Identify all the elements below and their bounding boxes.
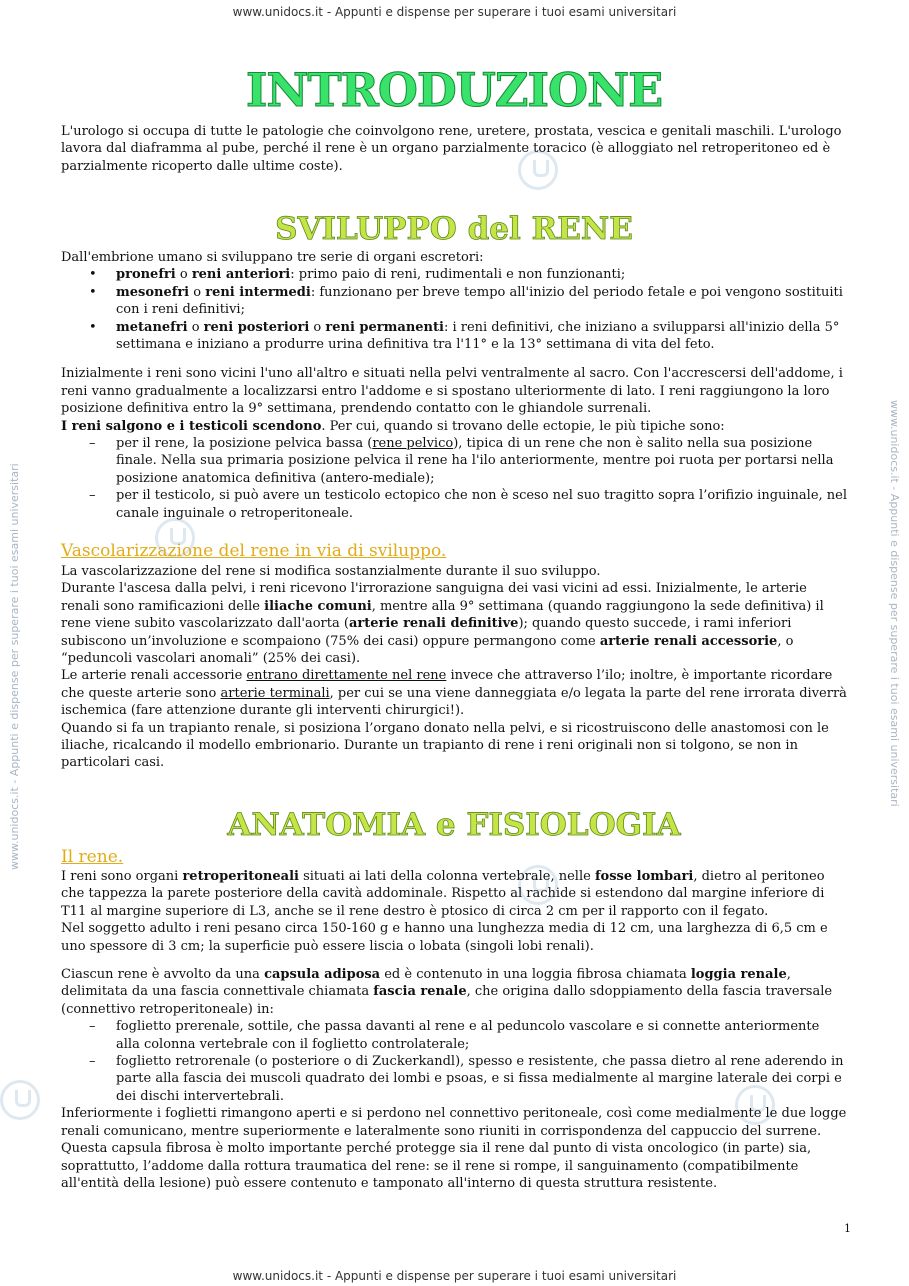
foglietti-list (61, 1018, 847, 1105)
document-page (61, 0, 847, 1286)
list-item: – foglietto prerenale, sottile, che passa davanti al rene e al peduncolo vascolare e si connette anteriormente alla colonna vertebrale con il foglietto controlaterale; (89, 1019, 820, 1052)
anatomia-p4: Inferiormente i foglietti rimangono aperti e si perdono nel connettivo peritoneale, così come medialmente le due logge renali comunicano, mentre superiormente e lateralmente sono riuniti in corrispondenza del cappuccio del surrene. (61, 1106, 847, 1139)
sviluppo-para1: Inizialmente i reni sono vicini l'uno all'altro e situati nella pelvi ventralmente al sacro. Con l'accrescersi dell'addome, i reni vanno gradualmente a localizzarsi entro l'addome e si spostano ulteriormente di lato. I reni raggiungono la loro posizione definitiva entro la 9° settimana, prendendo contatto con le ghiandole surrenali. (61, 366, 843, 417)
page-number: 1 (844, 1222, 851, 1235)
sviluppo-salgono: I reni salgono e i testicoli scendono. Per cui, quando si trovano delle ectopie, le più tipiche sono: (61, 418, 725, 434)
sviluppo-lead: Dall'embrione umano si sviluppano tre serie di organi escretori: (61, 250, 484, 265)
anatomia-p3: Ciascun rene è avvolto da una capsula adiposa ed è contenuto in una loggia fibrosa chiamata loggia renale, delimitata da una fascia connettivale chiamata fascia renale, che origina dallo sdoppiamento della fascia traversale (connettivo retroperitoneale) in: (61, 967, 833, 1017)
list-item: • pronefri o reni anteriori: primo paio di reni, rudimentali e non funzionanti; (89, 267, 626, 283)
sviluppo-section (61, 249, 847, 522)
list-item: • metanefri o reni posteriori o reni permanenti: i reni definitivi, che iniziano a svilupparsi all'inizio della 5° settimana e iniziano a produrre urina definitiva tra l'11° e la 13° settimana di vita del feto. (89, 319, 840, 353)
watermark-banner-top: www.unidocs.it - Appunti e dispense per superare i tuoi esami universitari (232, 5, 677, 19)
vasc-p1: La vascolarizzazione del rene si modifica sostanzialmente durante il suo sviluppo. (61, 564, 601, 579)
heading-anatomia: ANATOMIA e FISIOLOGIA (227, 807, 681, 843)
anatomia-p1: I reni sono organi retroperitoneali situati ai lati della colonna vertebrale, nelle fosse lombari, dietro al peritoneo che tappezza la parete posteriore della cavità addominale. Rispetto al rachide si estendono dal margine inferiore di T11 al margine superiore di L3, anche se il rene destro è ptosico di circa 2 cm per il rapporto con il fegato. (61, 869, 825, 919)
ectopie-list (61, 435, 847, 522)
watermark-banner-bottom: www.unidocs.it - Appunti e dispense per superare i tuoi esami universitari (232, 1269, 677, 1283)
heading-vascolarizzazione: Vascolarizzazione del rene in via di sviluppo. (61, 541, 447, 561)
anatomia-p5: Questa capsula fibrosa è molto importante perché protegge sia il rene dal punto di vista oncologico (in parte) sia, soprattutto, l’addome dalla rottura traumatica del rene: se il rene si rompe, il sanguinamento (compatibilmente all'entità della lesione) può essere contenuto e tamponato all'interno di questa struttura resistente. (61, 1141, 812, 1191)
heading-il-rene: Il rene. (61, 847, 124, 867)
title-introduzione: INTRODUZIONE (245, 63, 663, 117)
organi-list (61, 266, 847, 353)
list-item: – foglietto retrorenale (o posteriore o di Zuckerkandl), spesso e resistente, che passa dietro al rene aderendo in parte alla fascia dei muscoli quadrato dei lombi e psoas, e si fissa medialmente al margine laterale dei corpi e dei dischi intervertebrali. (89, 1054, 844, 1104)
watermark-side-right: www.unidocs.it - Appunti e dispense per superare i tuoi esami universitari (888, 400, 901, 807)
intro-paragraph: L'urologo si occupa di tutte le patologie che coinvolgono rene, uretere, prostata, vescica e genitali maschili. L'urologo lavora dal diaframma al pube, perché il rene è un organo parzialmente toracico (è alloggiato nel retroperitoneo ed è parzialmente ricoperto dalle ultime coste). (61, 124, 842, 174)
vasc-p3: Le arterie renali accessorie entrano direttamente nel rene invece che attraverso l’ilo; inoltre, è importante ricordare che queste arterie sono arterie terminali, per cui se una viene danneggiata e/o legata la parte del rene irrorata diverrà ischemica (fare attenzione durante gli interventi chirurgici!). (61, 668, 847, 719)
list-item: • mesonefri o reni intermedi: funzionano per breve tempo all'inizio del periodo fetale e poi vengono sostituiti con i reni definitivi; (89, 284, 843, 318)
heading-sviluppo: SVILUPPO del RENE (275, 211, 633, 247)
list-item: – per il testicolo, si può avere un testicolo ectopico che non è sceso nel suo tragitto sopra l’orifizio inguinale, nel canale inguinale o retroperitoneale. (89, 488, 848, 521)
anatomia-p2: Nel soggetto adulto i reni pesano circa 150-160 g e hanno una lunghezza media di 12 cm, una larghezza di 6,5 cm e uno spessore di 3 cm; la superficie può essere liscia o lobata (singoli lobi renali). (61, 921, 828, 954)
vasc-section (61, 563, 847, 772)
watermark-logo-icon (0, 1080, 40, 1120)
anatomia-section (61, 868, 847, 1192)
vasc-p4: Quando si fa un trapianto renale, si posiziona l’organo donato nella pelvi, e si ricostruiscono delle anastomosi con le iliache, ricalcando il modello embrionario. Durante un trapianto di rene i reni originali non si tolgono, se non in particolari casi. (61, 720, 829, 771)
watermark-side-left: www.unidocs.it - Appunti e dispense per superare i tuoi esami universitari (8, 463, 21, 870)
list-item: – per il rene, la posizione pelvica bassa (rene pelvico), tipica di un rene che non è salito nella sua posizione finale. Nella sua primaria posizione pelvica il rene ha l'ilo anteriormente, mentre poi ruota per portarsi nella posizione anatomica definitiva (antero-mediale); (89, 436, 834, 486)
vasc-p2: Durante l'ascesa dalla pelvi, i reni ricevono l'irrorazione sanguigna dei vasi vicini ad essi. Inizialmente, le arterie renali sono ramificazioni delle iliache comuni, mentre alla 9° settimana (quando raggiungono la sede definitiva) il rene viene subito vascolarizzato dall'aorta (arterie renali definitive); quando questo succede, i rami inferiori subiscono un’involuzione e scompaiono (75% dei casi) oppure permangono come arterie renali accessorie, o “peduncoli vascolari anomali” (25% dei casi). (61, 581, 824, 667)
